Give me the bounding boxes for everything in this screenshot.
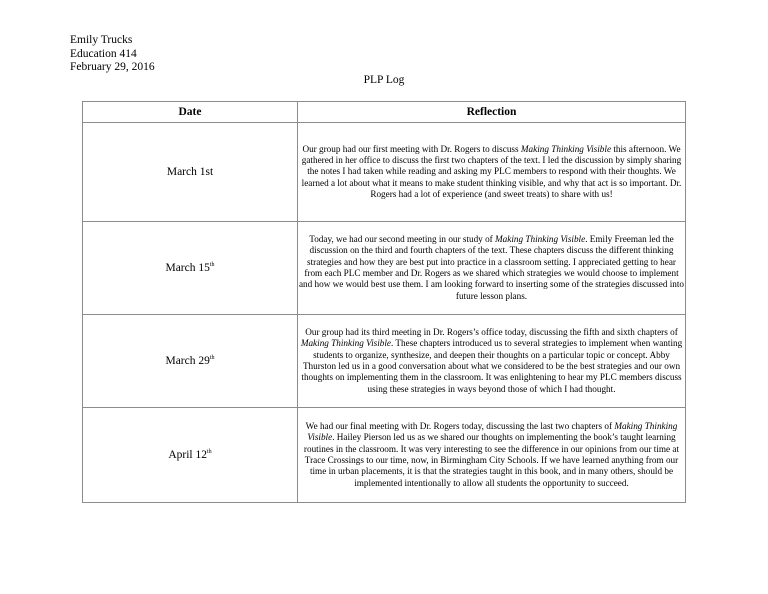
date-cell: March 15th xyxy=(83,222,298,315)
reflection-cell: Our group had its third meeting in Dr. Rogers’s office today, discussing the fifth and sixth chapters of Making Thinking Visible. These chapters introduced us to several strategies to implement when wanting students to organize, synthesize, and deepen their thoughts on a particular topic or concept. Abby Thurston led us in a good conversation about what we considered to be the best strategies and our own thoughts on implementing them in the classroom. It was enlightening to hear my PLC members discuss using these strategies in ways beyond those of which I had thought. xyxy=(298,315,686,408)
plp-log-table xyxy=(82,101,686,503)
table-header-row xyxy=(83,102,686,123)
date-text: March 1st xyxy=(166,166,214,178)
date-cell: April 12th xyxy=(83,408,298,503)
book-title: Making Thinking Visible xyxy=(300,338,391,349)
reflection-cell: Today, we had our second meeting in our study of Making Thinking Visible. Emily Freeman led the discussion on the third and fourth chapters of the text. These chapters discuss the different thinking strategies and how they are best put into practice in a classroom setting. I appreciated getting to hear from each PLC member and Dr. Rogers as we shared which strategies we would choose to implement and how we would best use them. I am looking forward to inserting some of the strategies discussed into future lesson plans. xyxy=(298,222,686,315)
date-text: March 15 xyxy=(165,262,210,274)
page-title: PLP Log xyxy=(363,74,405,86)
table-row xyxy=(83,408,686,503)
book-title: Making Thinking Visible xyxy=(495,234,586,245)
column-header-reflection: Reflection xyxy=(298,102,686,123)
date-text: March 29 xyxy=(165,355,210,367)
author-name: Emily Trucks xyxy=(70,34,133,46)
table-row xyxy=(83,222,686,315)
book-title: Making Thinking Visible xyxy=(520,143,612,154)
table-row xyxy=(83,315,686,408)
reflection-cell: Our group had our first meeting with Dr. Rogers to discuss Making Thinking Visible this afternoon. We gathered in her office to discuss the first two chapters of the text. I led the discussion by simply sharing the notes I had taken while reading and asking my PLC members to respond with their thoughts. We learned a lot about what it means to make student thinking visible, and why that act is so important. Dr. Rogers had a lot of experience (and sweet treats) to share with us! xyxy=(298,123,686,222)
date-cell xyxy=(83,123,298,222)
table-row xyxy=(83,123,686,222)
book-title: Making Thinking Visible xyxy=(307,421,678,443)
date-text: April 12 xyxy=(168,449,207,461)
column-header-date: Date xyxy=(83,102,298,123)
document-header xyxy=(70,34,155,75)
course-name: Education 414 xyxy=(70,47,137,60)
document-date: February 29, 2016 xyxy=(70,61,155,73)
date-cell: March 29th xyxy=(83,315,298,408)
reflection-cell: We had our final meeting with Dr. Rogers today, discussing the last two chapters of Making Thinking Visible. Hailey Pierson led us as we shared our thoughts on implementing the book’s taught learning routines in the classroom. It was very interesting to see the difference in our opinions from our time at Trace Crossings to our time, now, in Birmingham City Schools. If we have learned anything from our time in urban placements, it is that the strategies taught in this book, and in many others, should be implemented intentionally to allow all students the opportunity to succeed. xyxy=(298,408,686,503)
